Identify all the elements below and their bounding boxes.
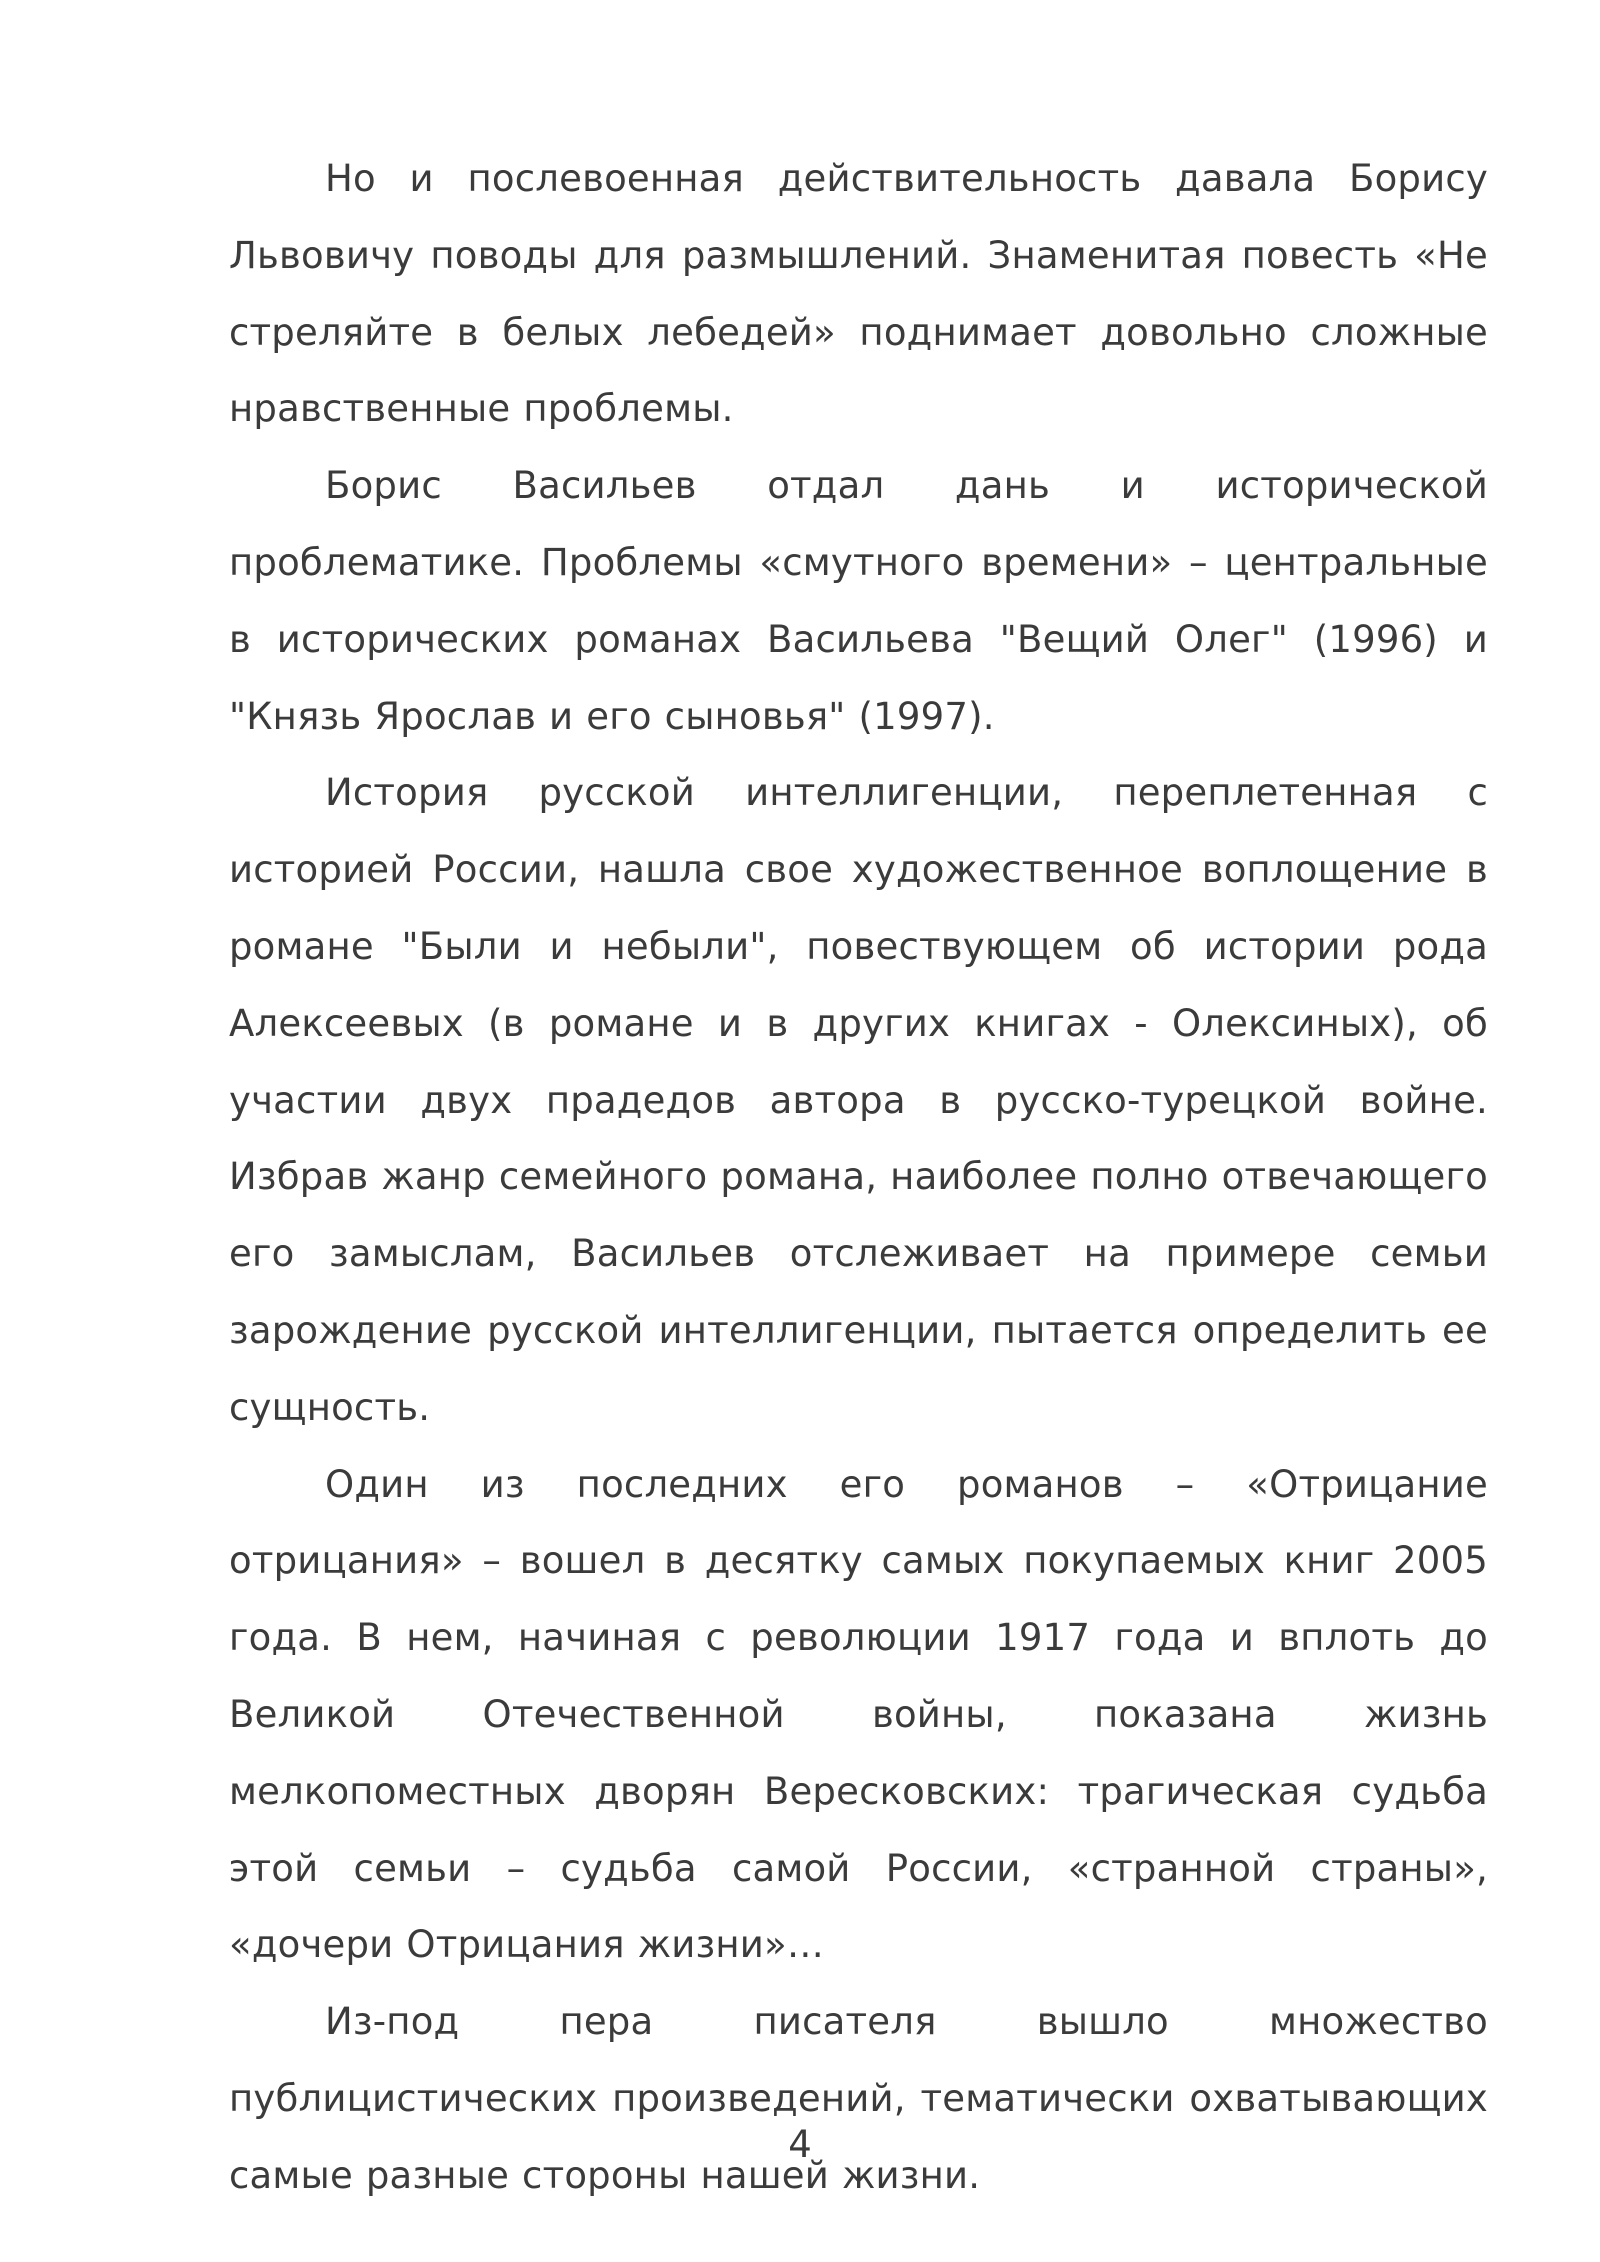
body-text	[229, 141, 1488, 2215]
page-number: 4	[788, 2123, 812, 2166]
paragraph-publicistic-works: Из-под пера писателя вышло множество публицистических произведений, тематически охватывающих самые разные стороны нашей жизни.	[229, 2000, 1488, 2197]
paragraph-postwar-reality: Но и послевоенная действительность давала Борису Львовичу поводы для размышлений. Знаменитая повесть «Не стреляйте в белых лебедей» поднимает довольно сложные нравственные проблемы.	[229, 157, 1488, 431]
paragraph-negation-of-negation: Один из последних его романов – «Отрицание отрицания» – вошел в десятку самых покупаемых книг 2005 года. В нем, начиная с революции 1917 года и вплоть до Великой Отечественной войны, показана жизнь мелкопоместных дворян Вересковских: трагическая судьба этой семьи – судьба самой России, «странной страны», «дочери Отрицания жизни»…	[229, 1462, 1488, 1967]
paragraph-intelligentsia-history: История русской интеллигенции, переплетенная с историей России, нашла свое художественное воплощение в романе "Были и небыли", повествующем об истории рода Алексеевых (в романе и в других книгах - Олексиных), об участии двух прадедов автора в русско-турецкой войне. Избрав жанр семейного романа, наиболее полно отвечающего его замыслам, Васильев отслеживает на примере семьи зарождение русской интеллигенции, пытается определить ее сущность.	[229, 771, 1488, 1429]
paragraph-historical-themes: Борис Васильев отдал дань и исторической проблематике. Проблемы «смутного времени» – центральные в исторических романах Васильева "Вещий Олег" (1996) и "Князь Ярослав и его сыновья" (1997).	[229, 464, 1488, 738]
